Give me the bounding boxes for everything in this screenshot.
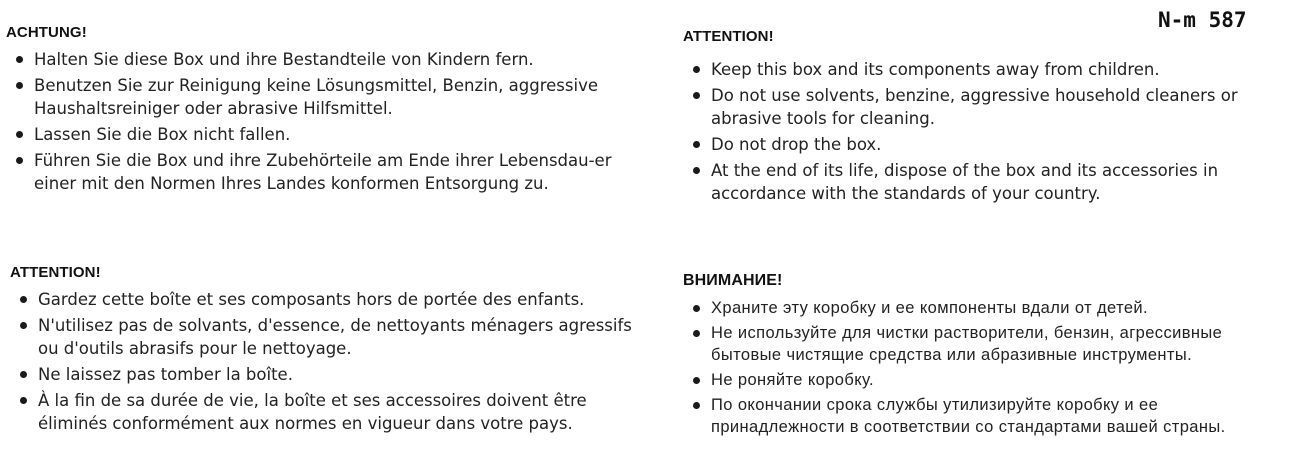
section-title-french: ATTENTION! [10, 264, 101, 281]
warning-list-german [6, 48, 646, 195]
section-title-english: ATTENTION! [683, 28, 774, 45]
section-title-russian: ВНИМАНИЕ! [683, 272, 783, 289]
list-item: N'utilisez pas de solvants, d'essence, de nettoyants ménagers agressifs ou d'outils abrasifs pour le nettoyage. [10, 314, 650, 360]
section-english-warning [683, 28, 1283, 208]
section-title-german: ACHTUNG! [6, 24, 87, 41]
list-item: À la fin de sa durée de vie, la boîte et ses accessoires doivent être éliminés conformément aux normes en vigueur dans votre pays. [10, 389, 650, 435]
list-item: Храните эту коробку и ее компоненты вдали от детей. [683, 297, 1283, 319]
list-item: Führen Sie die Box und ihre Zubehörteile am Ende ihrer Lebensdau-er einer mit den Normen Ihres Landes konformen Entsorgung zu. [6, 149, 646, 195]
list-item: Не используйте для чистки растворители, бензин, агрессивные бытовые чистящие средства или абразивные инструменты. [683, 322, 1283, 366]
section-french-warning [10, 264, 650, 438]
list-item: Ne laissez pas tomber la boîte. [10, 363, 650, 386]
warning-list-english [683, 58, 1283, 205]
list-item: Lassen Sie die Box nicht fallen. [6, 123, 646, 146]
list-item: Halten Sie diese Box und ihre Bestandteile von Kindern fern. [6, 48, 646, 71]
list-item: Не роняйте коробку. [683, 369, 1283, 391]
list-item: Keep this box and its components away from children. [683, 58, 1283, 81]
section-german-warning [6, 24, 646, 198]
warning-list-russian [683, 297, 1283, 438]
list-item: Gardez cette boîte et ses composants hors de portée des enfants. [10, 288, 650, 311]
section-russian-warning [683, 272, 1283, 441]
list-item: Do not use solvents, benzine, aggressive household cleaners or abrasive tools for cleaning. [683, 84, 1283, 130]
list-item: По окончании срока службы утилизируйте коробку и ее принадлежности в соответствии со стандартами вашей страны. [683, 394, 1283, 438]
document-code: N-m 587 [1158, 8, 1247, 32]
list-item: Do not drop the box. [683, 133, 1283, 156]
list-item: At the end of its life, dispose of the box and its accessories in accordance with the standards of your country. [683, 159, 1283, 205]
list-item: Benutzen Sie zur Reinigung keine Lösungsmittel, Benzin, aggressive Haushaltsreiniger oder abrasive Hilfsmittel. [6, 74, 646, 120]
warning-list-french [10, 288, 650, 435]
